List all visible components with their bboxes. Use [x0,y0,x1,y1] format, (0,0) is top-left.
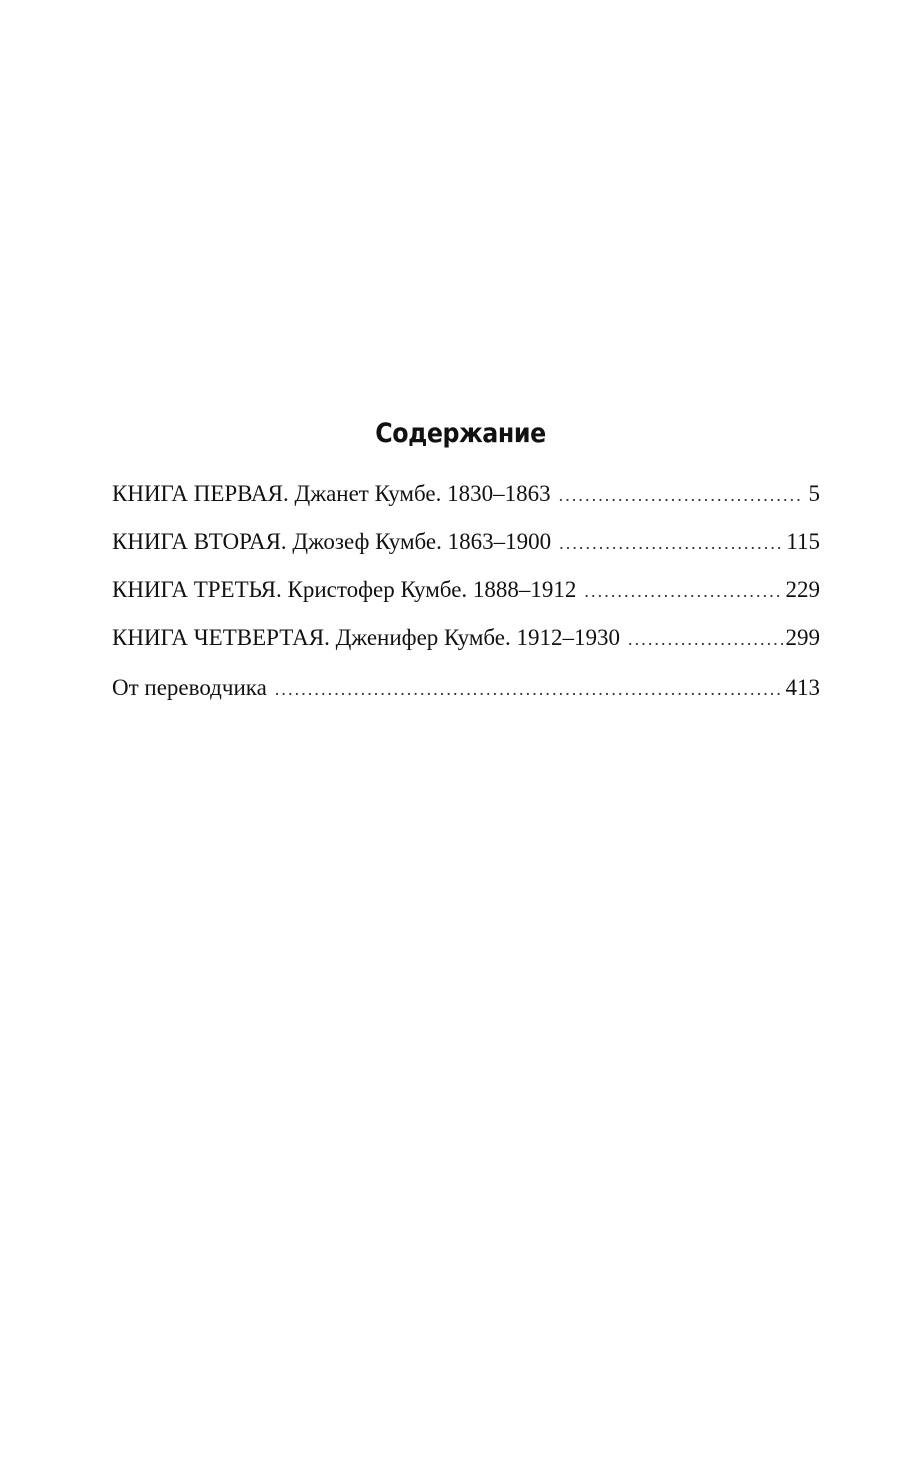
toc-entry-page-number: 413 [785,675,820,700]
dot-leader [559,479,801,511]
toc-entry-title: КНИГА ТРЕТЬЯ. Кристофер Кумбе. 1888–1912 [112,577,577,602]
dot-leader [584,575,782,607]
toc-entry-book-3[interactable] [112,574,820,622]
toc-entry-book-4[interactable] [112,622,820,670]
toc-entry-page-number: 299 [785,625,820,650]
dot-leader [559,527,783,559]
toc-entry-page-number: 229 [785,577,820,602]
toc-entry-title: КНИГА ВТОРАЯ. Джозеф Кумбе. 1863–1900 [112,529,552,554]
dot-leader [275,673,783,705]
toc-entry-title: КНИГА ЧЕТВЕРТАЯ. Дженифер Кумбе. 1912–1930 [112,625,621,650]
toc-entry-page-number: 5 [808,481,820,506]
table-of-contents [112,478,820,720]
toc-entry-book-1[interactable] [112,478,820,526]
toc-entry-translator-note[interactable] [112,672,820,720]
toc-entry-page-number: 115 [786,529,820,554]
page-title: Содержание [375,418,546,450]
toc-entry-title: КНИГА ПЕРВАЯ. Джанет Кумбе. 1830–1863 [112,481,551,506]
toc-entry-book-2[interactable] [112,526,820,574]
toc-entry-title: От переводчика [112,675,267,700]
dot-leader [628,623,782,655]
